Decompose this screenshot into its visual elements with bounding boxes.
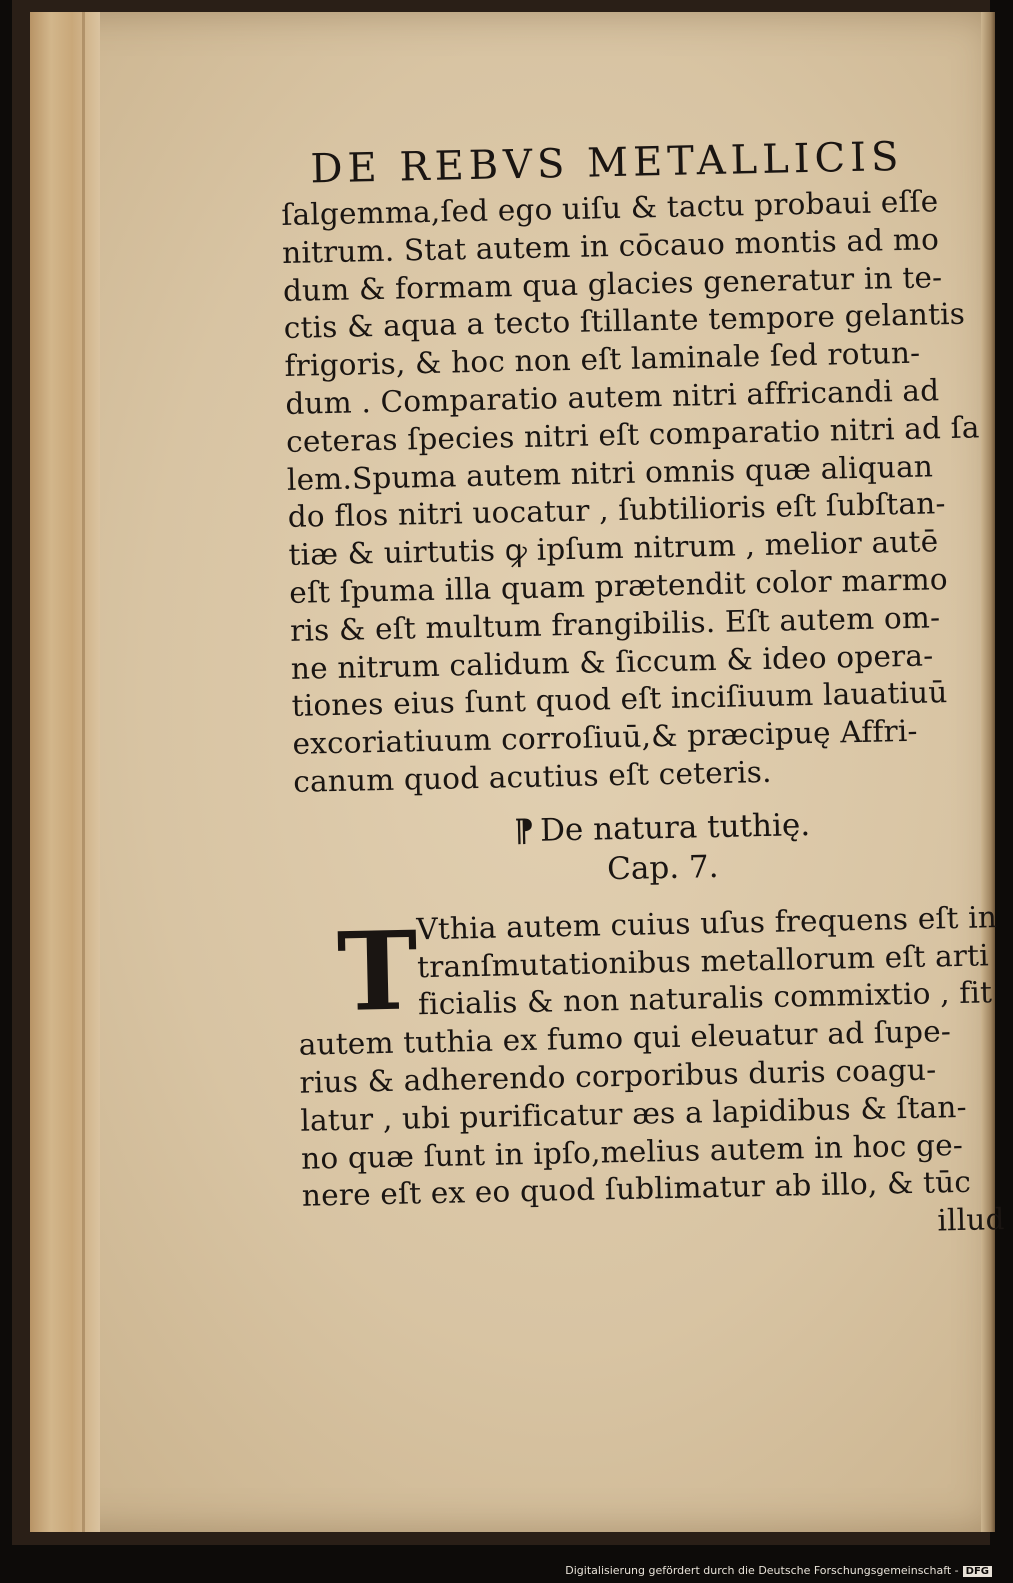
text-line: excoriatiuum corroſiuū,& præcipuę Affri-	[292, 713, 919, 762]
text-line: ris & eſt multum frangibilis. Eſt autem om-	[289, 600, 941, 648]
text-line: do flos nitri uocatur , ſubtilioris eſt ſubſtan-	[287, 486, 946, 535]
book-page	[30, 12, 1005, 1532]
text-line: canum quod acutius eſt ceteris.	[292, 754, 772, 799]
text-line: latur , ubi purificatur æs a lapidibus & ſtan-	[300, 1089, 968, 1138]
text-line: frigoris, & hoc non eſt laminale ſed rotun-	[284, 335, 921, 384]
text-line: rius & adherendo corporibus duris coagu-	[299, 1052, 937, 1100]
pilcrow-icon: ¶	[513, 812, 535, 849]
text-line: ne nitrum calidum & ſiccum & ideo opera-	[290, 637, 934, 686]
credit-text: Digitalisierung gefördert durch die Deutsche Forschungsgemeinschaft -	[565, 1564, 959, 1577]
text-line: ficialis & non naturalis commixtio , fit	[417, 975, 993, 1022]
text-line: Vthia autem cuius uſus frequens eſt in	[416, 899, 998, 947]
text-line: lem.Spuma autem nitri omnis quæ aliquan	[286, 448, 934, 497]
text-line: nitrum. Stat autem in cōcauo montis ad mo	[281, 222, 940, 270]
catchword: illud	[937, 1202, 1005, 1238]
text-line: ceteras ſpecies nitri eſt comparatio nitri ad ſa	[285, 410, 980, 459]
text-line: tranſmutationibus metallorum eſt arti	[416, 937, 990, 984]
chapter-title: De natura tuthię.	[539, 806, 811, 849]
text-line: tiæ & uirtutis ꝙ ipſum nitrum , melior autē	[288, 524, 939, 573]
text-line: nere eſt ex eo quod ſublimatur ab illo, & tūc	[301, 1165, 972, 1214]
dfg-logo: DFG	[963, 1566, 992, 1577]
text-line: ctis & aqua a tecto ſtillante tempore gelantis	[283, 297, 966, 346]
running-head: DE REBVS METALLICIS	[309, 133, 904, 193]
drop-cap: T	[335, 908, 419, 1036]
text-line: dum . Comparatio autem nitri affricandi ad	[285, 373, 940, 421]
paragraph-1	[281, 182, 1004, 801]
text-line: dum & formam qua glacies generatur in te-	[282, 259, 943, 308]
text-line: eſt ſpuma illa quam prætendit color marmo	[288, 562, 949, 610]
text-block	[280, 132, 1013, 1254]
chapter-number: Cap. 7.	[606, 848, 719, 888]
digitization-credit	[565, 1564, 992, 1577]
page-edge-left	[30, 12, 100, 1532]
text-line: tiones eius ſunt quod eſt inciſiuum lauatiuū	[291, 675, 948, 724]
book-scan	[12, 0, 1005, 1545]
paragraph-2	[296, 899, 1013, 1254]
text-line: ſalgemma,ſed ego uiſu & tactu probaui eſſe	[281, 184, 939, 232]
text-line: autem tuthia ex fumo qui eleuatur ad ſupe-	[298, 1014, 952, 1062]
text-line: no quæ ſunt in ipſo,melius autem in hoc ge-	[300, 1127, 964, 1176]
